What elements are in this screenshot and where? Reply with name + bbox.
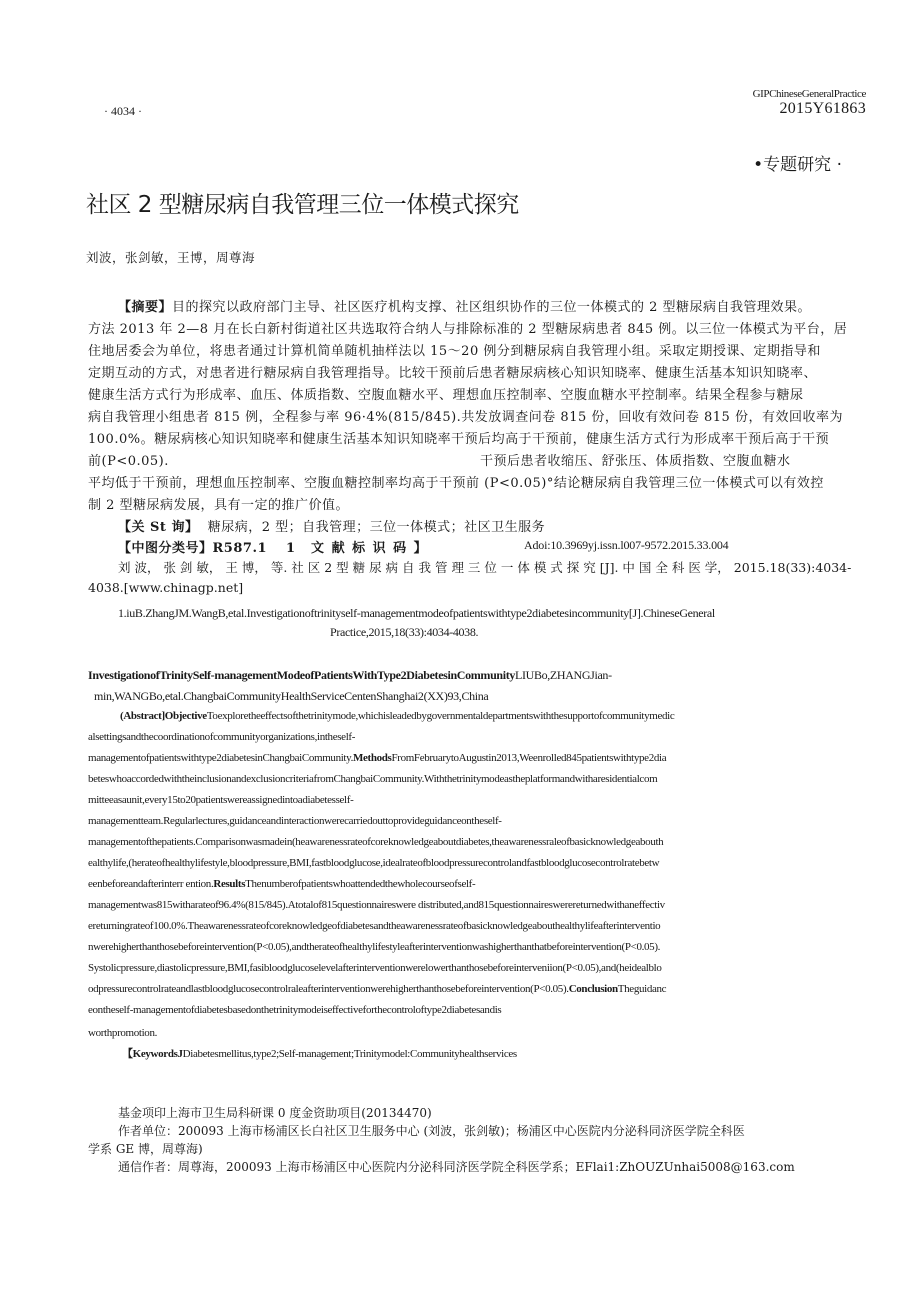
- abstract-cn-line: 病自我管理小组患者 815 例，全程参与率 96·4%(815/845).共发放调查问卷 815 份，回收有效问卷 815 份，有效回收率为: [88, 410, 843, 425]
- abstract-en-line: Systolicpressure,diastolicpressure,BMI,fasibloodglucoselevelafterinterventionwerelowerthanthosebeforeinterveniion(P<0.05),and(heidealblo: [88, 962, 662, 974]
- issue-number: 2015Y61863: [779, 100, 866, 117]
- abstract-en-line: managementofpatientswithtype2diabetesinChangbaiCommunity.MethodsFromFebruarytoAugustin2013,Weenrolled845patientswithtype2dia: [88, 752, 667, 764]
- methods-label: Methods: [352, 752, 392, 764]
- english-title: InvestigationofTrinitySelf-managementModeofPatientsWithType2DiabetesinCommunity: [88, 668, 515, 682]
- english-authors: LIUBo,ZHANGJian-: [515, 668, 612, 682]
- abstract-cn-line: 平均低于干预前，理想血压控制率、空腹血糖控制率均高于干预前 (P<0.05)°结论糖尿病自我管理三位一体模式可以有效控: [88, 476, 824, 491]
- abstract-cn-line: 定期互动的方式，对患者进行糖尿病自我管理指导。比较干预前后患者糖尿病核心知识知晓率、健康生活基本知识知晓率、: [88, 366, 818, 381]
- abstract-en-line: managementofthepatients.Comparisonwasmadein(heawarenessrateofcoreknowledgeaboutdiabetes,theawarenessraleofbasicknowledgeabouth: [88, 836, 664, 848]
- abstract-en-line: managementteam.Regularlectures,guidanceandinteractionwerecarriedouttoprovideguidanceontheself-: [88, 815, 502, 827]
- abstract-cn-line: 前(P<0.05).: [88, 454, 169, 469]
- footnote-affiliation-cont: 学系 GE 博，周尊海): [88, 1142, 203, 1156]
- article-title: 社区 2 型糖尿病自我管理三位一体模式探究: [86, 192, 519, 218]
- abstract-cn-line: 方法 2013 年 2—8 月在长白新村街道社区共选取符合纳人与排除标准的 2 型糖尿病患者 845 例。以三位一体模式为平台，居: [88, 322, 848, 337]
- citation-en-line: 1.iuB.ZhangJM.WangB,etal.Investigationoftrinityself-managementmodeofpatientswithtype2diabetesincommunity[J].ChineseGeneral: [118, 606, 715, 620]
- document-code: 1 文 献 标 识 码 】: [286, 541, 429, 556]
- abstract-en-line: nwerehigherthanthosebeforeintervention(P<0.05),andtherateofhealthylifestyleafterinterventionwashigherthanthatbeforeintervention(P<0.05).: [88, 941, 661, 953]
- abstract-cn-line: 目的探究以政府部门主导、社区医疗机构支撑、社区组织协作的三位一体模式的 2 型糖尿病自我管理效果。: [172, 300, 812, 315]
- conclusion-label: Conclusion: [568, 983, 618, 995]
- abstract-en-line: mitteeasaunit,every15to20patientswereassignedintoadiabetesself-: [88, 794, 354, 806]
- classification-number: 【中图分类号】R587.1: [118, 541, 268, 556]
- abstract-en-line: Toexploretheeffectsofthetrinitymode,whichisleadedbygovernmentaldepartmentswiththesupportofcommunitymedic: [206, 710, 675, 722]
- abstract-cn-line: 干预后患者收缩压、舒张压、体质指数、空腹血糖水: [480, 454, 791, 469]
- page-number: · 4034 ·: [104, 104, 142, 118]
- keywords-cn: [118, 516, 545, 535]
- keywords-cn-label: 【关 St 询】: [118, 520, 199, 535]
- abstract-cn-line: 住地居委会为单位，将患者通过计算机简单随机抽样法以 15～20 例分到糖尿病自我管理小组。采取定期授课、定期指导和: [88, 344, 821, 359]
- abstract-cn-line: 制 2 型糖尿病发展，具有一定的推广价值。: [88, 498, 350, 513]
- journal-name: GIPChineseGeneralPractice: [752, 88, 866, 100]
- footnote-correspondence[interactable]: 通信作者：周尊海，200093 上海市杨浦区中心医院内分泌科同济医学院全科医学系；EFlai1:ZhOUZUnhai5008@163.com: [118, 1160, 795, 1174]
- keywords-en-text: Diabetesmellitus,type2;Self-management;Trinitymodel:Communityhealthservices: [182, 1048, 517, 1060]
- article-authors: 刘波，张剑敏，王博，周尊海: [86, 250, 256, 265]
- abstract-cn-line: 100.0%。糖尿病核心知识知晓率和健康生活基本知识知晓率干预后均高于干预前，健康生活方式行为形成率干预后高于干预: [88, 432, 830, 447]
- abstract-en-line: ealthylife,(herateofhealthylifestyle,bloodpressure,BMI,fastbloodglucose,idealrateofbloodpressurecontrolandfastbloodglucosecontrolratebetw: [88, 857, 660, 869]
- results-label: Results: [213, 878, 246, 890]
- section-tag: •专题研究 ·: [753, 155, 842, 175]
- keywords-cn-text: 糖尿病，2 型；自我管理；三位一体模式；社区卫生服务: [207, 520, 546, 535]
- english-title-line: [88, 668, 612, 683]
- citation-cn-line: 刘 波， 张 剑 敏， 王 博， 等. 社 区 2 型 糖 尿 病 自 我 管 理 三 位 一 体 模 式 探 究 [J]. 中 国 全 科 医 学， 2015.18(33):4034-: [118, 560, 852, 575]
- abstract-en-label: (Abstract]Objective: [120, 710, 207, 722]
- abstract-en-line: eontheself-managementofdiabetesbasedonthetrinitymodeiseffectiveforthecontroloftype2diabetesandis: [88, 1004, 502, 1016]
- abstract-cn-line: 健康生活方式行为形成率、血压、体质指数、空腹血糖水平、理想血压控制率、空腹血糖水平控制率。结果全程参与糖尿: [88, 388, 804, 403]
- footnote-fund: 基金项印上海市卫生局科研课 0 度金资助项目(20134470): [118, 1106, 432, 1120]
- footnote-affiliation: 作者单位：200093 上海市杨浦区长白社区卫生服务中心 (刘波，张剑敏)；杨浦区中心医院内分泌科同济医学院全科医: [118, 1124, 745, 1138]
- abstract-en-line: eenbeforeandafterinterr ention.ResultsThenumberofpatientswhoattendedthewholecourseofself-: [88, 878, 476, 890]
- abstract-en-line: alsettingsandthecoordinationofcommunityorganizations,intheself-: [88, 731, 356, 743]
- abstract-en-line: beteswhoaccordedwiththeinclusionandexclusioncriteriafromChangbaiCommunity.Withthetrinitymodeastheplatformandwitharesidentialcom: [88, 773, 658, 785]
- english-affiliation: min,WANGBo,etal.ChangbaiCommunityHealthServiceCentenShanghai2(XX)93,China: [94, 689, 489, 703]
- keywords-en: [122, 1045, 517, 1061]
- doi[interactable]: Adoi:10.3969yj.issn.l007-9572.2015.33.004: [524, 538, 729, 552]
- abstract-en-line: ereturningrateof100.0%.Theawarenessrateofcoreknowledgeofdiabetesandtheawarenessrateofbasicknowledgeabouthealthylifeafterinterventio: [88, 920, 661, 932]
- citation-cn-url[interactable]: 4038.[www.chinagp.net]: [88, 580, 244, 595]
- abstract-cn-label: 【摘要】: [118, 300, 173, 315]
- keywords-en-label: 【KeywordsJ: [122, 1048, 183, 1060]
- abstract-en-line: odpressurecontrolrateandlastbloodglucosecontrolraleafterinterventionwerehigherthanthosebeforeintervention(P<0.05).ConclusionTheguidanc: [88, 983, 667, 995]
- citation-en-line: Practice,2015,18(33):4034-4038.: [330, 625, 479, 639]
- abstract-en-line: worthpromotion.: [88, 1027, 157, 1039]
- abstract-en-line: managementwas815witharateof96.4%(815/845).Atotalof815questionnaireswere distributed,and815questionnaireswerereturnedwithaneffectiv: [88, 899, 665, 911]
